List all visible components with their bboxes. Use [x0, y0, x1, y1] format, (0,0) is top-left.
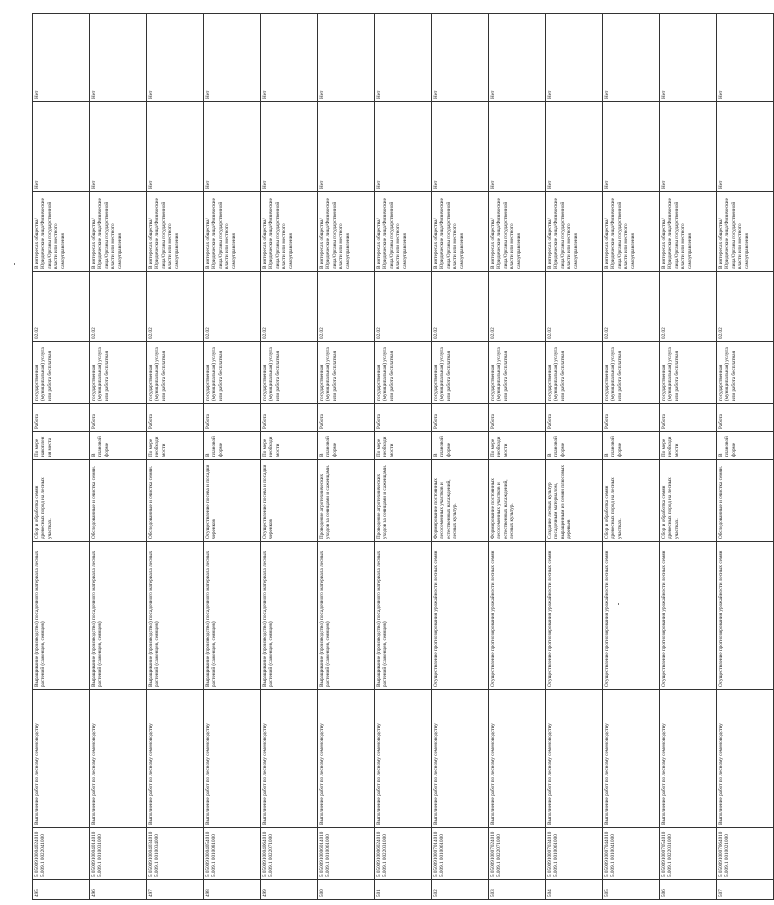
work-name-cell: Выполнение работ по лесному семеноводству	[204, 690, 261, 828]
consumers-cell: В интересах общества/Юридические лица/Физические лица/Органы государственной власти или местного самоуправления	[717, 192, 774, 272]
scan-speck	[618, 603, 619, 605]
registry-code-cell: 5 0500910007044010 5.009.1 0010041000	[603, 828, 660, 880]
row-number-cell: 507	[717, 880, 774, 900]
consumers-cell: В интересах общества/Юридические лица/Физические лица/Органы государственной власти или местного самоуправления	[90, 192, 147, 272]
row-number-cell: 498	[204, 880, 261, 900]
work-content-cell: Осуществление прогнозирования урожайности лесных семян	[717, 542, 774, 690]
table-row	[717, 14, 774, 900]
service-type-cell: Работа	[375, 404, 432, 432]
row-number-cell: 506	[660, 880, 717, 900]
flag-cell-1: Нет	[603, 102, 660, 192]
table-row	[603, 14, 660, 900]
work-form-cell: В плановой форме	[204, 432, 261, 460]
service-type-cell: Работа	[432, 404, 489, 432]
payment-type-cell: государственная (муниципальная) услуга или работа бесплатная	[660, 342, 717, 404]
flag-cell-1: Нет	[147, 102, 204, 192]
flag-cell-1: Нет	[432, 102, 489, 192]
flag-cell-2: Нет	[432, 14, 489, 102]
work-form-cell: В плановой форме	[603, 432, 660, 460]
payment-type-cell: государственная (муниципальная) услуга или работа бесплатная	[603, 342, 660, 404]
payment-type-cell: государственная (муниципальная) услуга или работа бесплатная	[33, 342, 90, 404]
work-form-cell: По мере необходимости	[147, 432, 204, 460]
work-activities-cell: Обследованные и очистка семян.	[147, 460, 204, 542]
table-row	[204, 14, 261, 900]
service-type-cell: Работа	[489, 404, 546, 432]
consumers-cell: В интересах общества/Юридические лица/Физические лица/Органы государственной власти или местного самоуправления	[318, 192, 375, 272]
category-code-cell: 02.02	[147, 272, 204, 342]
registry-code-cell: 5 0500910007014010 5.009.1 0010061000	[432, 828, 489, 880]
scan-speck	[14, 263, 15, 265]
category-code-cell: 02.02	[489, 272, 546, 342]
work-activities-cell: Сбор и обработка семян древесных пород на лесных участках.	[660, 460, 717, 542]
payment-type-cell: государственная (муниципальная) услуга или работа бесплатная	[546, 342, 603, 404]
flag-cell-1: Нет	[660, 102, 717, 192]
payment-type-cell: государственная (муниципальная) услуга или работа бесплатная	[432, 342, 489, 404]
flag-cell-1: Нет	[318, 102, 375, 192]
service-type-cell: Работа	[546, 404, 603, 432]
flag-cell-2: Нет	[603, 14, 660, 102]
flag-cell-1: Нет	[261, 102, 318, 192]
work-activities-cell: Формирование постоянных лесосеменных участков и естественных насаждений, лесных культур.	[432, 460, 489, 542]
registry-code-cell: 5 0500910004024010 5.009.1 0022041000	[33, 828, 90, 880]
row-number-cell: 505	[603, 880, 660, 900]
work-activities-cell: Обследованные и очистка семян.	[90, 460, 147, 542]
row-number-cell: 503	[489, 880, 546, 900]
row-number-cell: 496	[90, 880, 147, 900]
consumers-cell: В интересах общества/Юридические лица/Физические лица/Органы государственной власти или местного самоуправления	[660, 192, 717, 272]
work-activities-cell: Создание лесных культур посадочным материалом, выращенным из семян плюсовых деревьев	[546, 460, 603, 542]
work-form-cell: По мере накопления места	[33, 432, 90, 460]
table-row	[90, 14, 147, 900]
category-code-cell: 02.02	[717, 272, 774, 342]
flag-cell-2: Нет	[147, 14, 204, 102]
category-code-cell: 02.02	[90, 272, 147, 342]
work-name-cell: Выполнение работ по лесному семеноводству	[603, 690, 660, 828]
flag-cell-1: Нет	[717, 102, 774, 192]
service-type-cell: Работа	[147, 404, 204, 432]
work-activities-cell: Осуществление посева и посадки черенков	[204, 460, 261, 542]
category-code-cell: 02.02	[318, 272, 375, 342]
category-code-cell: 02.02	[261, 272, 318, 342]
work-form-cell: По мере необходимости	[489, 432, 546, 460]
work-form-cell: В плановой форме	[432, 432, 489, 460]
work-form-cell: В плановой форме	[717, 432, 774, 460]
consumers-cell: В интересах общества/Юридические лица/Физические лица/Органы государственной власти или местного самоуправления	[147, 192, 204, 272]
flag-cell-2: Нет	[33, 14, 90, 102]
registry-code-cell: 5 0500910004034010 5.009.1 0010034000	[147, 828, 204, 880]
consumers-cell: В интересах общества/Юридические лица/Физические лица/Органы государственной власти или местного самоуправления	[375, 192, 432, 272]
work-name-cell: Выполнение работ по лесному семеноводству	[489, 690, 546, 828]
service-type-cell: Работа	[90, 404, 147, 432]
work-name-cell: Выполнение работ по лесному семеноводству	[33, 690, 90, 828]
work-activities-cell: Проведение агротехнических уходов за сеянцами и саженцами.	[375, 460, 432, 542]
category-code-cell: 02.02	[603, 272, 660, 342]
consumers-cell: В интересах общества/Юридические лица/Физические лица/Органы государственной власти или местного самоуправления	[546, 192, 603, 272]
table-row	[489, 14, 546, 900]
consumers-cell: В интересах общества/Юридические лица/Физические лица/Органы государственной власти или местного самоуправления	[432, 192, 489, 272]
flag-cell-1: Нет	[546, 102, 603, 192]
flag-cell-2: Нет	[717, 14, 774, 102]
work-content-cell: Осуществление прогнозирования урожайности лесных семян	[603, 542, 660, 690]
work-activities-cell: Осуществление посева и посадки черенков	[261, 460, 318, 542]
work-name-cell: Выполнение работ по лесному семеноводству	[660, 690, 717, 828]
flag-cell-1: Нет	[489, 102, 546, 192]
work-content-cell: Выращивание (производство) посадочного материала лесных растений (саженцев, сеянцев)	[33, 542, 90, 690]
service-type-cell: Работа	[660, 404, 717, 432]
flag-cell-1: Нет	[33, 102, 90, 192]
row-number-cell: 501	[375, 880, 432, 900]
consumers-cell: В интересах общества/Юридические лица/Физические лица/Органы государственной власти или местного самоуправления	[261, 192, 318, 272]
consumers-cell: В интересах общества/Юридические лица/Физические лица/Органы государственной власти или местного самоуправления	[489, 192, 546, 272]
table-row	[147, 14, 204, 900]
work-form-cell: В плановой форме	[546, 432, 603, 460]
service-type-cell: Работа	[717, 404, 774, 432]
work-content-cell: Выращивание (производство) посадочного материала лесных растений (саженцев, сеянцев)	[318, 542, 375, 690]
work-activities-cell: Обследованные и очистка семян.	[717, 460, 774, 542]
work-form-cell: В плановой форме	[318, 432, 375, 460]
work-content-cell: Выращивание (производство) посадочного материала лесных растений (саженцев, сеянцев)	[261, 542, 318, 690]
category-code-cell: 02.02	[660, 272, 717, 342]
work-name-cell: Выполнение работ по лесному семеноводству	[432, 690, 489, 828]
work-form-cell: По мере необходимости	[261, 432, 318, 460]
work-activities-cell: Проведение агротехнических уходов за сеянцами и саженцами.	[318, 460, 375, 542]
work-activities-cell: Формирование постоянных лесосеменных участков и естественных насаждений, лесных культур.	[489, 460, 546, 542]
registry-code-cell: 5 0500910004064010 5.009.1 0022071000	[261, 828, 318, 880]
payment-type-cell: государственная (муниципальная) услуга или работа бесплатная	[90, 342, 147, 404]
table-row	[546, 14, 603, 900]
table-row	[318, 14, 375, 900]
row-number-cell: 500	[318, 880, 375, 900]
work-name-cell: Выполнение работ по лесному семеноводству	[717, 690, 774, 828]
flag-cell-2: Нет	[90, 14, 147, 102]
registry-code-cell: 5 0500910004054010 5.009.1 0010081000	[204, 828, 261, 880]
registry-code-cell: 5 0500910007064010 5.009.1 0010021000	[717, 828, 774, 880]
table-row	[33, 14, 90, 900]
work-form-cell: В плановой форме	[90, 432, 147, 460]
flag-cell-1: Нет	[204, 102, 261, 192]
category-code-cell: 02.02	[546, 272, 603, 342]
flag-cell-2: Нет	[546, 14, 603, 102]
work-content-cell: Осуществление прогнозирования урожайности лесных семян	[660, 542, 717, 690]
flag-cell-1: Нет	[375, 102, 432, 192]
work-content-cell: Выращивание (производство) посадочного материала лесных растений (саженцев, сеянцев)	[375, 542, 432, 690]
work-name-cell: Выполнение работ по лесному семеноводству	[147, 690, 204, 828]
flag-cell-2: Нет	[261, 14, 318, 102]
consumers-cell: В интересах общества/Юридические лица/Физические лица/Органы государственной власти или местного самоуправления	[204, 192, 261, 272]
work-name-cell: Выполнение работ по лесному семеноводству	[90, 690, 147, 828]
row-number-cell: 499	[261, 880, 318, 900]
work-content-cell: Осуществление прогнозирования урожайности лесных семян	[432, 542, 489, 690]
payment-type-cell: государственная (муниципальная) услуга или работа бесплатная	[717, 342, 774, 404]
registry-code-cell: 5 0500910007034010 5.009.1 0010061000	[546, 828, 603, 880]
category-code-cell: 02.02	[33, 272, 90, 342]
work-content-cell: Выращивание (производство) посадочного материала лесных растений (саженцев, сеянцев)	[147, 542, 204, 690]
work-content-cell: Выращивание (производство) посадочного материала лесных растений (саженцев, сеянцев)	[90, 542, 147, 690]
flag-cell-1: Нет	[90, 102, 147, 192]
flag-cell-2: Нет	[489, 14, 546, 102]
work-name-cell: Выполнение работ по лесному семеноводству	[318, 690, 375, 828]
payment-type-cell: государственная (муниципальная) услуга или работа бесплатная	[489, 342, 546, 404]
consumers-cell: В интересах общества/Юридические лица/Физические лица/Органы государственной власти или местного самоуправления	[603, 192, 660, 272]
table-row	[375, 14, 432, 900]
registry-code-cell: 5 0500910007024010 5.009.1 0022071000	[489, 828, 546, 880]
payment-type-cell: государственная (муниципальная) услуга или работа бесплатная	[204, 342, 261, 404]
registry-code-cell: 5 0500910007054010 5.009.1 0022031000	[660, 828, 717, 880]
work-form-cell: По мере необходимости	[375, 432, 432, 460]
registry-table	[32, 13, 774, 900]
registry-code-cell: 5 0500910006014010 5.009.1 0010061000	[318, 828, 375, 880]
category-code-cell: 02.02	[432, 272, 489, 342]
work-content-cell: Осуществление прогнозирования урожайности лесных семян	[546, 542, 603, 690]
work-content-cell: Выращивание (производство) посадочного материала лесных растений (саженцев, сеянцев)	[204, 542, 261, 690]
flag-cell-2: Нет	[318, 14, 375, 102]
table-row	[660, 14, 717, 900]
registry-code-cell: 5 0500910004014010 5.009.1 0010031000	[90, 828, 147, 880]
service-type-cell: Работа	[603, 404, 660, 432]
work-form-cell: По мере необходимости	[660, 432, 717, 460]
service-type-cell: Работа	[318, 404, 375, 432]
work-content-cell: Осуществление прогнозирования урожайности лесных семян	[489, 542, 546, 690]
payment-type-cell: государственная (муниципальная) услуга или работа бесплатная	[261, 342, 318, 404]
service-type-cell: Работа	[204, 404, 261, 432]
work-activities-cell: Сбор и обработка семян древесных пород на лесных участках.	[33, 460, 90, 542]
registry-code-cell: 5 0500910006024010 5.009.1 0022031000	[375, 828, 432, 880]
consumers-cell: В интересах общества/Юридические лица/Физические лица/Органы государственной власти или местного самоуправления	[33, 192, 90, 272]
service-type-cell: Работа	[261, 404, 318, 432]
work-activities-cell: Сбор и обработка семян древесных пород на лесных участках.	[603, 460, 660, 542]
row-number-cell: 497	[147, 880, 204, 900]
row-number-cell: 495	[33, 880, 90, 900]
table-row	[432, 14, 489, 900]
flag-cell-2: Нет	[204, 14, 261, 102]
payment-type-cell: государственная (муниципальная) услуга или работа бесплатная	[318, 342, 375, 404]
flag-cell-2: Нет	[660, 14, 717, 102]
category-code-cell: 02.02	[375, 272, 432, 342]
row-number-cell: 502	[432, 880, 489, 900]
payment-type-cell: государственная (муниципальная) услуга или работа бесплатная	[375, 342, 432, 404]
service-type-cell: Работа	[33, 404, 90, 432]
work-name-cell: Выполнение работ по лесному семеноводству	[261, 690, 318, 828]
category-code-cell: 02.02	[204, 272, 261, 342]
work-name-cell: Выполнение работ по лесному семеноводству	[546, 690, 603, 828]
table-row	[261, 14, 318, 900]
row-number-cell: 504	[546, 880, 603, 900]
payment-type-cell: государственная (муниципальная) услуга или работа бесплатная	[147, 342, 204, 404]
work-name-cell: Выполнение работ по лесному семеноводству	[375, 690, 432, 828]
flag-cell-2: Нет	[375, 14, 432, 102]
